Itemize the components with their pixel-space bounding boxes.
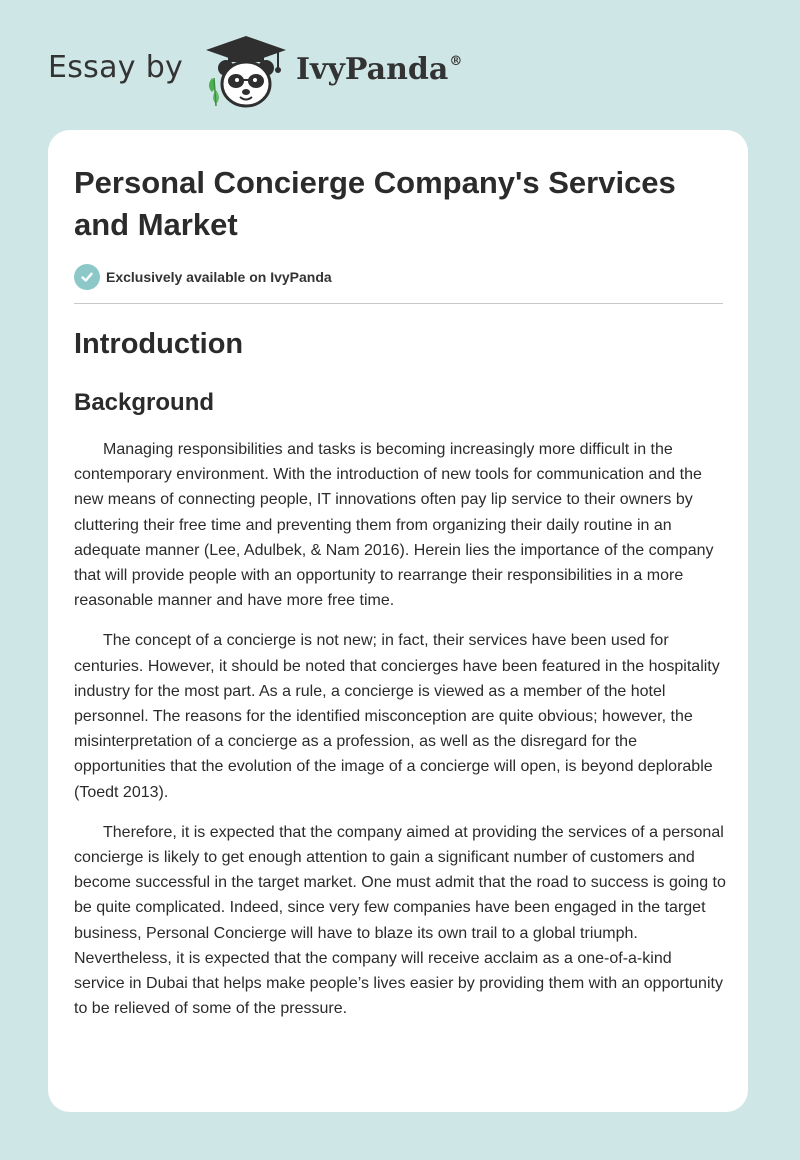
check-circle-icon (74, 264, 100, 290)
essay-title: Personal Concierge Company's Services and Market (74, 165, 676, 242)
exclusive-badge (74, 264, 332, 290)
exclusive-label: Exclusively available on IvyPanda (106, 269, 332, 285)
section-heading: Introduction (74, 328, 244, 360)
paragraph: Managing responsibilities and tasks is becoming increasingly more difficult in the contemporary environment. With the introduction of new tools for communication and the new means of connecting people, IT innovations often pay lip service to their owners by cluttering their free time and preventing them from organizing their daily routine in an adequate manner (Lee, Adulbek, & Nam 2016). Herein lies the importance of the company that will provide people with an opportunity to rearrange their responsibilities in a more reasonable manner and have more free time. (74, 441, 714, 610)
essay-card (48, 130, 748, 1112)
site-header (48, 30, 508, 110)
trademark-symbol: ® (449, 54, 463, 69)
divider (74, 303, 723, 304)
brand-name[interactable]: IvyPanda® (296, 52, 463, 87)
paragraph: The concept of a concierge is not new; in fact, their services have been used for centuries. However, it should be noted that concierges have been featured in the hospitality industry for the most part. As a rule, a concierge is viewed as a member of the hotel personnel. The reasons for the identified misconception are quite obvious; however, the misinterpretation of a concierge as a profession, as well as the disregard for the opportunities that the evolution of the image of a concierge will open, is beyond deplorable (Toedt 2013). (74, 632, 720, 801)
paragraph: Therefore, it is expected that the company aimed at providing the services of a personal concierge is likely to get enough attention to gain a significant number of customers and become successful in the target market. One must admit that the road to success is going to be quite complicated. Indeed, since very few companies have been engaged in the target business, Personal Concierge will have to blaze its own trail to a global triumph. Nevertheless, it is expected that the company will receive acclaim as a one-of-a-kind service in Dubai that helps make people’s lives easier by providing them with an opportunity to be relieved of some of the pressure. (74, 823, 726, 1018)
essay-body (74, 437, 726, 1036)
panda-graduate-logo-icon[interactable] (204, 34, 288, 110)
essay-by-label: Essay by (48, 50, 184, 85)
subsection-heading: Background (74, 389, 215, 416)
